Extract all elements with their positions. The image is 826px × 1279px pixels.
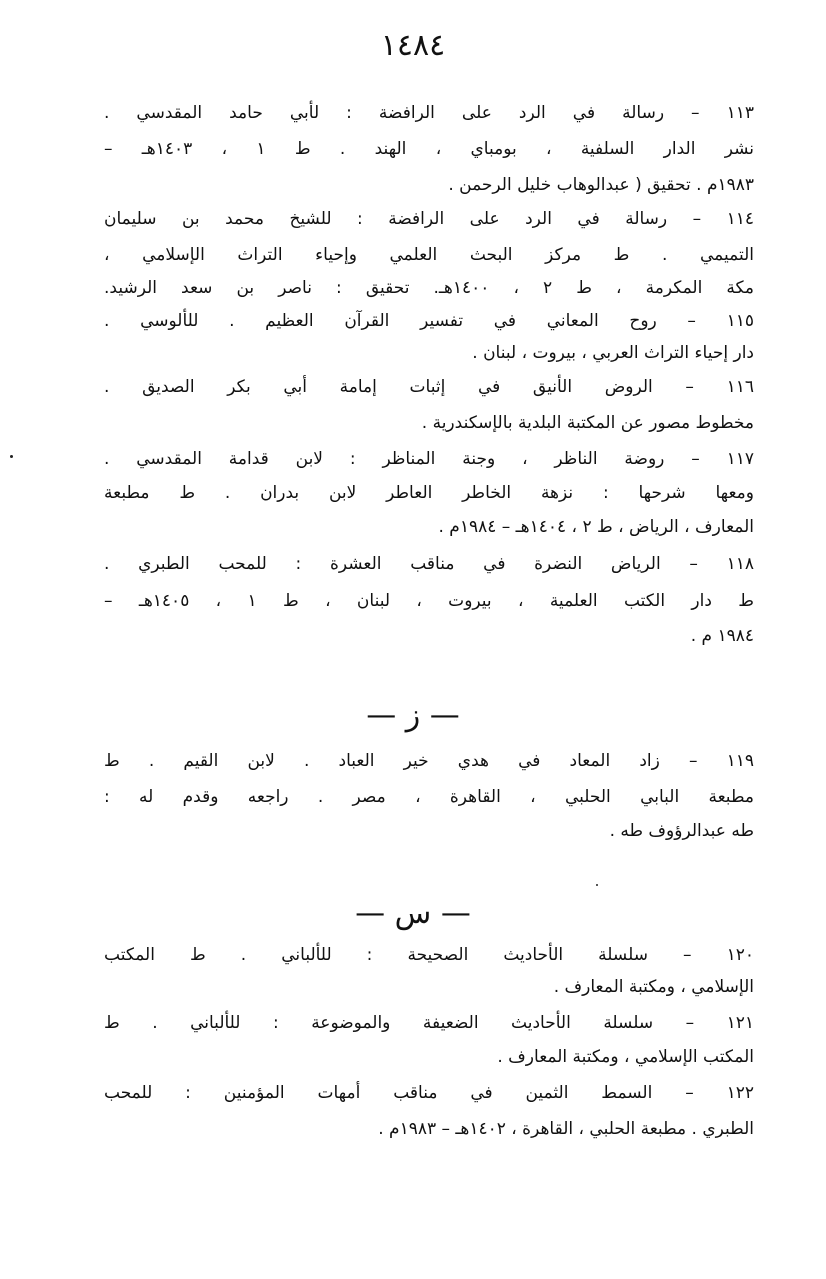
entry-line: الإسلامي ، ومكتبة المعارف .	[553, 977, 754, 997]
entry-line: ١٢١ – سلسلة الأحاديث الضعيفة والموضوعة : للألباني . ط	[104, 1013, 754, 1033]
entry-line: المعارف ، الرياض ، ط ٢ ، ١٤٠٤هـ – ١٩٨٤م .	[438, 517, 754, 537]
entry-line: ١١٤ – رسالة في الرد على الرافضة : للشيخ محمد بن سليمان	[104, 209, 754, 229]
entry-line: الطبري . مطبعة الحلبي ، القاهرة ، ١٤٠٢هـ – ١٩٨٣م .	[378, 1119, 754, 1139]
entry-line: ١١٥ – روح المعاني في تفسير القرآن العظيم . للألوسي .	[104, 311, 754, 331]
entry-line: ١٩٨٤ م .	[690, 626, 754, 646]
entry-line: ١١٨ – الرياض النضرة في مناقب العشرة : للمحب الطبري .	[104, 554, 754, 574]
entry-line: ١١٦ – الروض الأنيق في إثبات إمامة أبي بكر الصديق .	[104, 377, 754, 397]
entry-line: مطبعة البابي الحلبي ، القاهرة ، مصر . راجعه وقدم له :	[104, 787, 754, 807]
entry-line: ١٩٨٣م . تحقيق ( عبدالوهاب خليل الرحمن .	[448, 175, 754, 195]
entry-line: مكة المكرمة ، ط ٢ ، ١٤٠٠هـ. تحقيق : ناصر بن سعد الرشيد.	[104, 278, 755, 298]
entry-line: المكتب الإسلامي ، ومكتبة المعارف .	[497, 1047, 754, 1067]
entry-line: ١١٩ – زاد المعاد في هدي خير العباد . لابن القيم . ط	[104, 751, 754, 771]
section-heading-zay: — ز —	[366, 698, 460, 733]
entry-line: طه عبدالرؤوف طه .	[609, 821, 754, 841]
scan-speck	[10, 455, 13, 458]
section-heading-sin: — س —	[355, 896, 471, 931]
entry-line: ١٢٠ – سلسلة الأحاديث الصحيحة : للألباني . ط المكتب	[104, 945, 754, 965]
scan-speck	[596, 884, 598, 886]
entry-line: نشر الدار السلفية ، بومباي ، الهند . ط ١ ، ١٤٠٣هـ –	[104, 139, 755, 159]
entry-line: دار إحياء التراث العربي ، بيروت ، لبنان .	[472, 343, 754, 363]
entry-line: التميمي . ط مركز البحث العلمي وإحياء التراث الإسلامي ،	[104, 245, 754, 265]
entry-line: ١٢٢ – السمط الثمين في مناقب أمهات المؤمنين : للمحب	[104, 1083, 754, 1103]
entry-line: ومعها شرحها : نزهة الخاطر العاطر لابن بدران . ط مطبعة	[104, 483, 754, 503]
page-number: ١٤٨٤	[380, 28, 446, 63]
entry-line: ١١٣ – رسالة في الرد على الرافضة : لأبي حامد المقدسي .	[104, 103, 754, 123]
entry-line: ط دار الكتب العلمية ، بيروت ، لبنان ، ط ١ ، ١٤٠٥هـ –	[104, 591, 755, 611]
entry-line: مخطوط مصور عن المكتبة البلدية بالإسكندرية .	[421, 413, 754, 433]
entry-line: ١١٧ – روضة الناظر ، وجنة المناظر : لابن قدامة المقدسي .	[104, 449, 754, 469]
